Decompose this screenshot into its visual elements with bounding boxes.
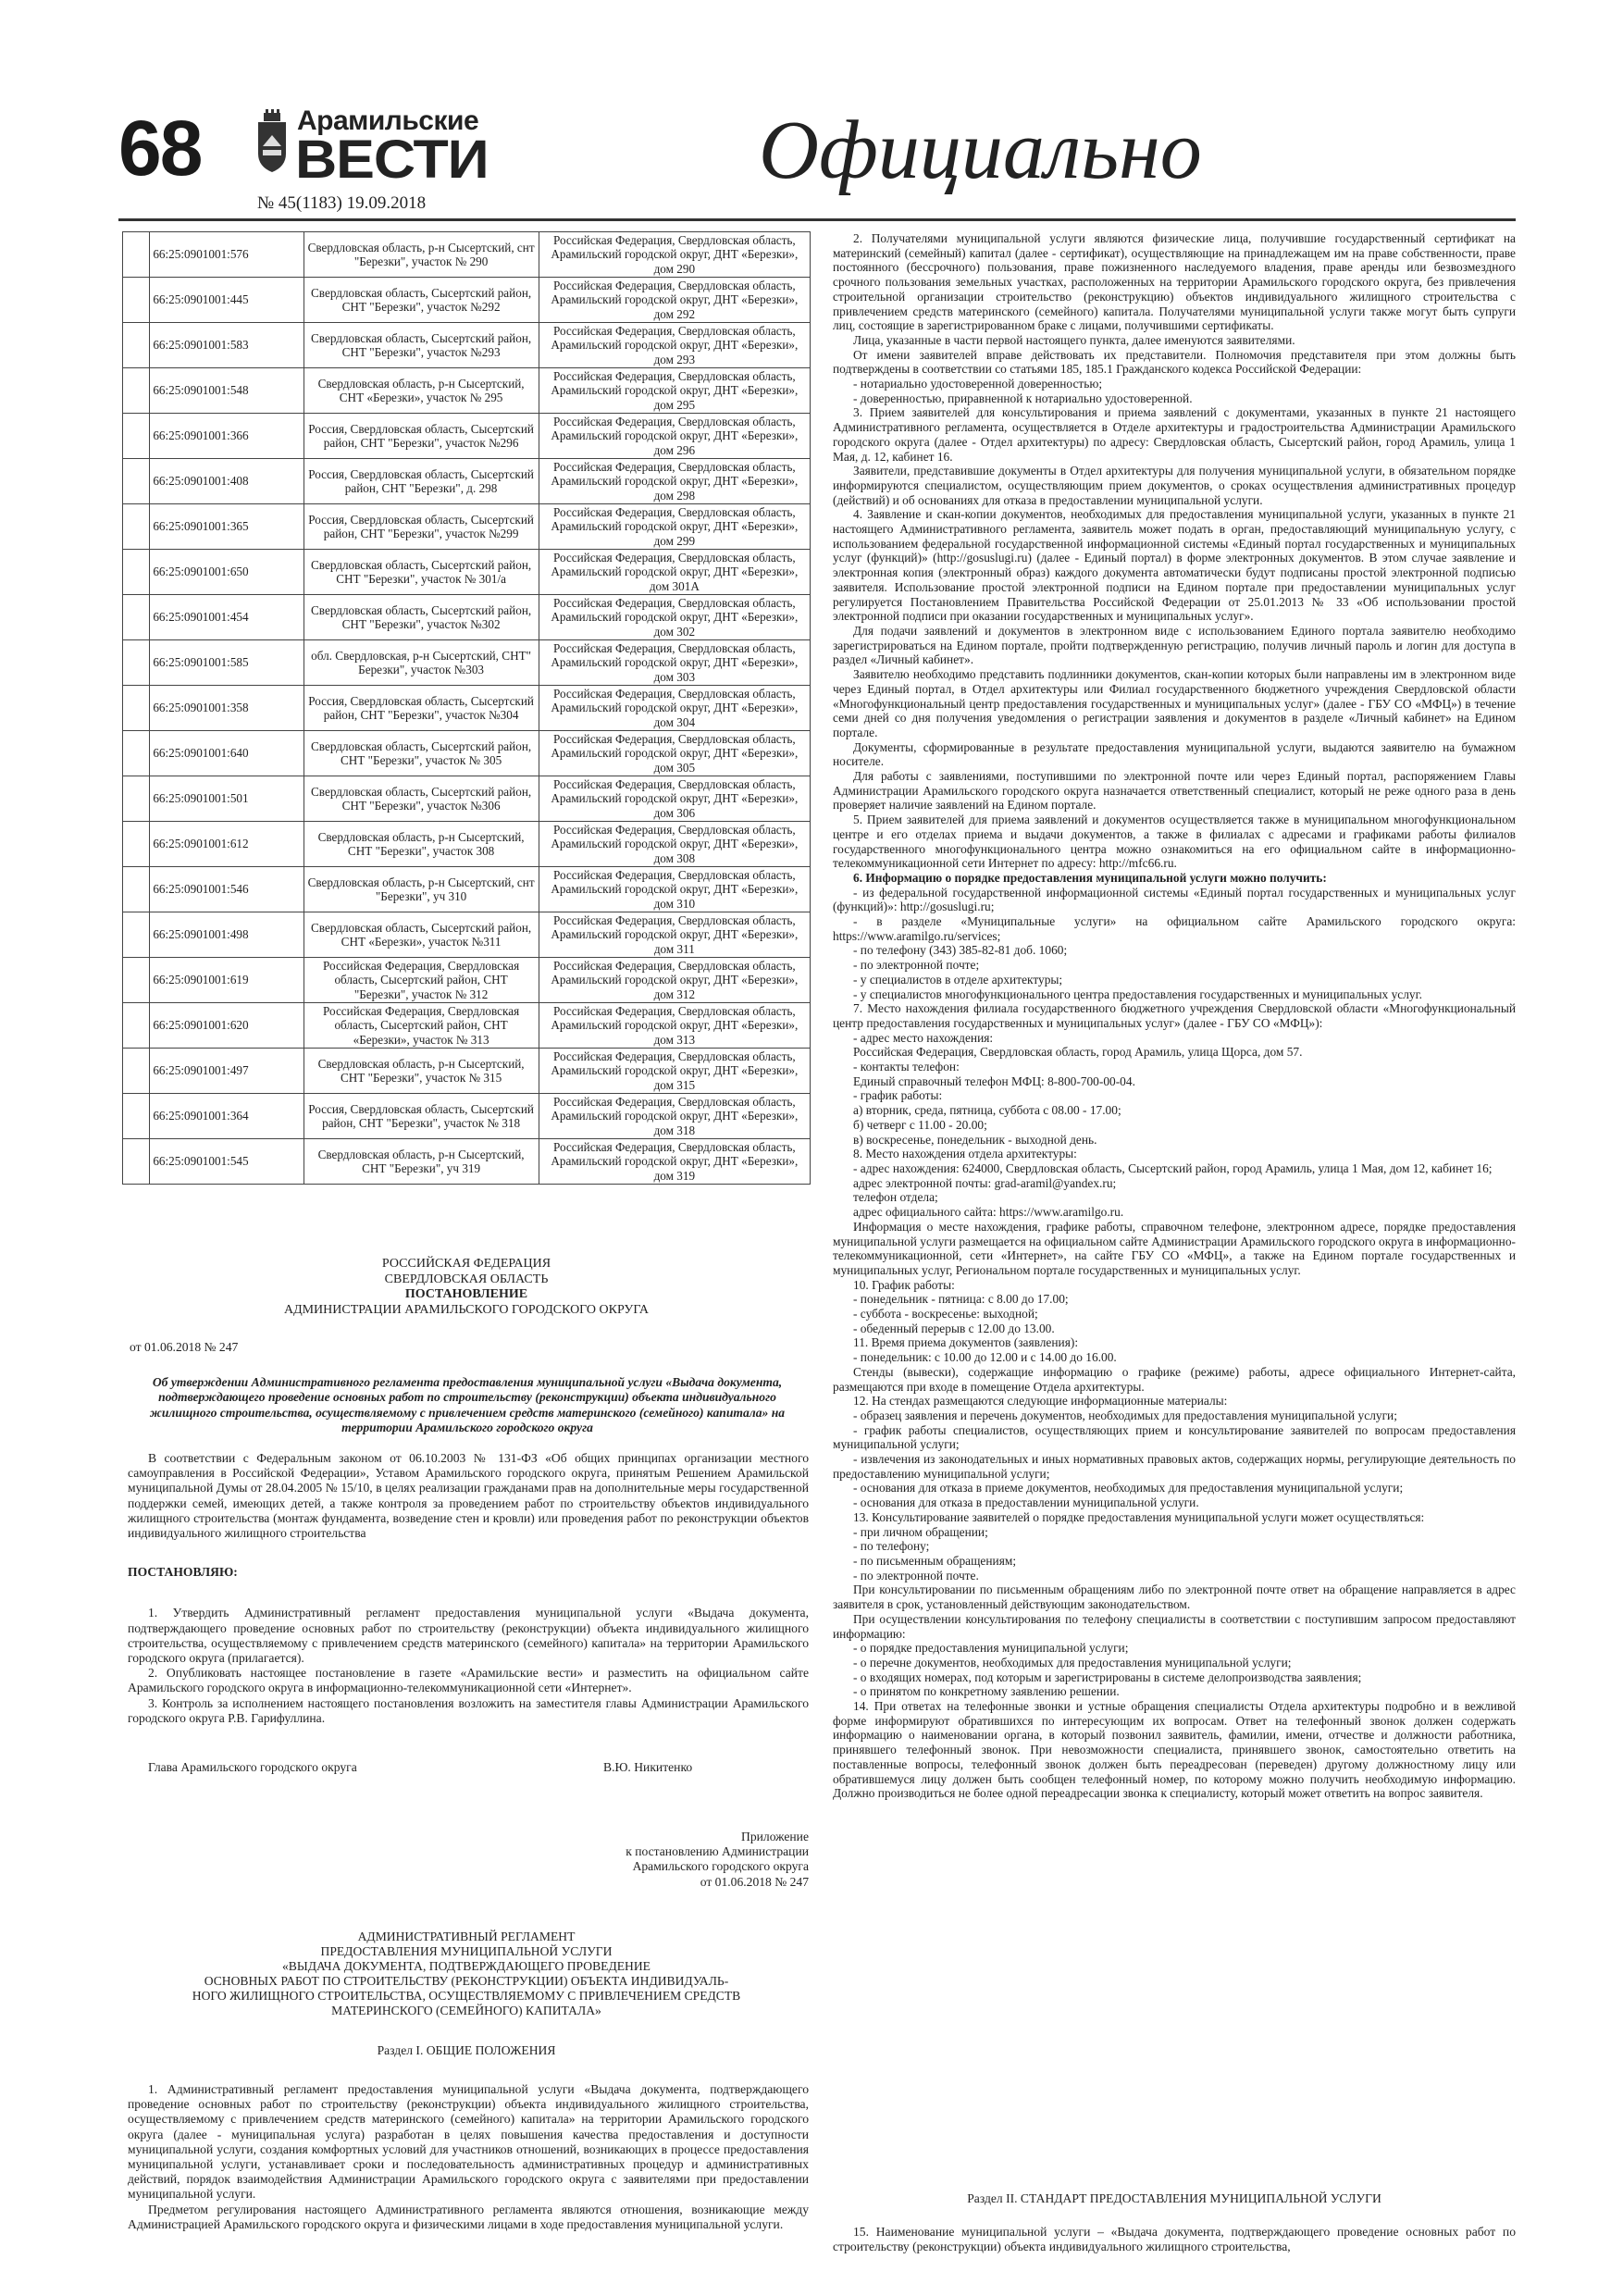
- table-row: [123, 323, 811, 368]
- newspaper-logo: [254, 105, 489, 190]
- address-cell: Российская Федерация, Свердловская область, Арамильский городской округ, ДНТ «Березки», дом 311: [539, 912, 810, 958]
- row-spacer: [123, 1094, 150, 1139]
- right-paragraph: - суббота - воскресенье: выходной;: [853, 1307, 1038, 1322]
- location-cell: обл. Свердловская, р-н Сысертский, СНТ" Березки", участок №303: [304, 640, 539, 686]
- address-cell: Российская Федерация, Свердловская область, Арамильский городской округ, ДНТ «Березки», дом 313: [539, 1003, 810, 1049]
- cadastral-number-cell: 66:25:0901001:545: [150, 1139, 304, 1185]
- table-row: [123, 640, 811, 686]
- table-row: [123, 686, 811, 731]
- decree-title: Об утверждении Административного регламента предоставления муниципальной услуги «Выдача документа, подтверждающего проведение основных работ по строительству (реконструкции) объекта индивидуального жилищного строительства, осуществляемому с привлечением средств материнского (семейного) капитала» на территории Арамильского городского округа: [149, 1375, 786, 1435]
- paragraph-15: 15. Наименование муниципальной услуги – «Выдача документа, подтверждающего проведение основных работ по строительству (реконструкции) объекта индивидуального жилищного строительства,: [833, 2225, 1516, 2254]
- regulation-title-line: АДМИНИСТРАТИВНЫЙ РЕГЛАМЕНТ: [357, 1930, 576, 1943]
- row-spacer: [123, 414, 150, 459]
- page-number: 68: [118, 105, 202, 192]
- table-row: [123, 958, 811, 1003]
- right-paragraph: - понедельник - пятница: с 8.00 до 17.00;: [853, 1292, 1069, 1307]
- right-paragraph: 8. Место нахождения отдела архитектуры:: [853, 1147, 1077, 1161]
- right-paragraph: - график работы:: [853, 1088, 943, 1103]
- table-row: [123, 1139, 811, 1185]
- org-line-3: АДМИНИСТРАЦИИ АРАМИЛЬСКОГО ГОРОДСКОГО ОКРУГА: [283, 1302, 650, 1317]
- cadastral-number-cell: 66:25:0901001:650: [150, 550, 304, 595]
- parcels-table: [122, 231, 811, 1185]
- row-spacer: [123, 686, 150, 731]
- table-row: [123, 278, 811, 323]
- right-paragraph: - адрес нахождения: 624000, Свердловская область, Сысертский район, город Арамиль, улица 1 Мая, дом 12, кабинет 16;: [853, 1161, 1493, 1175]
- cadastral-number-cell: 66:25:0901001:498: [150, 912, 304, 958]
- row-spacer: [123, 731, 150, 776]
- location-cell: Россия, Свердловская область, Сысертский район, СНТ "Березки", участок №299: [304, 504, 539, 550]
- right-paragraph: в) воскресенье, понедельник - выходной день.: [853, 1132, 1097, 1147]
- right-paragraph: Лица, указанные в части первой настоящего пункта, далее именуются заявителями.: [853, 332, 1295, 347]
- table-row: [123, 731, 811, 776]
- location-cell: Свердловская область, р-н Сысертский, СНТ "Березки", участок 308: [304, 822, 539, 867]
- row-spacer: [123, 912, 150, 958]
- row-spacer: [123, 776, 150, 822]
- right-paragraph: 12. На стендах размещаются следующие информационные материалы:: [853, 1394, 1228, 1409]
- right-paragraph: - у специалистов в отделе архитектуры;: [853, 972, 1063, 987]
- location-cell: Свердловская область, Сысертский район, СНТ "Березки", участок №302: [304, 595, 539, 640]
- location-cell: Россия, Свердловская область, Сысертский район, СНТ "Березки", участок №296: [304, 414, 539, 459]
- address-cell: Российская Федерация, Свердловская область, Арамильский городской округ, ДНТ «Березки», дом 308: [539, 822, 810, 867]
- right-paragraph: - по электронной почте;: [853, 958, 980, 973]
- logo-subtitle: Арамильские: [297, 105, 479, 136]
- row-spacer: [123, 459, 150, 504]
- section-title: Официально: [759, 105, 1202, 196]
- right-paragraph: - по телефону (343) 385-82-81 доб. 1060;: [853, 943, 1068, 958]
- header-rule: [118, 218, 1516, 221]
- logo-title: ВЕСТИ: [295, 130, 489, 190]
- right-paragraph: 7. Место нахождения филиала государственного бюджетного учреждения Свердловской области «Многофункциональный центр предоставления государственных и муниципальных услуг» (далее - ГБУ СО «МФЦ»):: [833, 1001, 1516, 1030]
- cadastral-number-cell: 66:25:0901001:497: [150, 1049, 304, 1094]
- right-paragraph: - доверенностью, приравненной к нотариально удостоверенной.: [853, 391, 1193, 405]
- cadastral-number-cell: 66:25:0901001:576: [150, 232, 304, 278]
- regulation-title-line: ПРЕДОСТАВЛЕНИЯ МУНИЦИПАЛЬНОЙ УСЛУГИ: [320, 1944, 613, 1958]
- address-cell: Российская Федерация, Свердловская область, Арамильский городской округ, ДНТ «Березки», дом 319: [539, 1139, 810, 1185]
- address-cell: Российская Федерация, Свердловская область, Арамильский городской округ, ДНТ «Березки», дом 303: [539, 640, 810, 686]
- right-paragraph: - по телефону;: [853, 1539, 930, 1554]
- location-cell: Свердловская область, Сысертский район, СНТ "Березки", участок №293: [304, 323, 539, 368]
- row-spacer: [123, 278, 150, 323]
- table-row: [123, 550, 811, 595]
- cadastral-number-cell: 66:25:0901001:546: [150, 867, 304, 912]
- right-paragraph: - основания для отказа в приеме документов, необходимых для предоставления муниципальной услуги;: [853, 1481, 1404, 1496]
- right-paragraph: 3. Прием заявителей для консультирования и приема заявлений с документами, указанных в пункте 21 настоящего Административного регламента, осуществляется в Отделе архитектуры и градостроительства Администрации Арамильского городского округа (далее - Отдел архитектуры) по адресу: Свердловская область, Сысертский район, город Арамиль, улица 1 Мая, д. 12, кабинет 16.: [833, 405, 1516, 464]
- location-cell: Российская Федерация, Свердловская область, Сысертский район, СНТ "Березки", участок № 312: [304, 958, 539, 1003]
- address-cell: Российская Федерация, Свердловская область, Арамильский городской округ, ДНТ «Березки», дом 295: [539, 368, 810, 414]
- address-cell: Российская Федерация, Свердловская область, Арамильский городской округ, ДНТ «Березки», дом 318: [539, 1094, 810, 1139]
- row-spacer: [123, 232, 150, 278]
- address-cell: Российская Федерация, Свердловская область, Арамильский городской округ, ДНТ «Березки», дом 302: [539, 595, 810, 640]
- row-spacer: [123, 550, 150, 595]
- row-spacer: [123, 867, 150, 912]
- right-paragraph: 10. График работы:: [853, 1277, 955, 1292]
- address-cell: Российская Федерация, Свердловская область, Арамильский городской округ, ДНТ «Березки», дом 290: [539, 232, 810, 278]
- right-bottom: [833, 2225, 1516, 2254]
- signer-role: Глава Арамильского городского округа: [148, 1760, 357, 1774]
- right-paragraph: 14. При ответах на телефонные звонки и устные обращения специалисты Отдела архитектуры подробно и в вежливой форме информируют обратившихся по интересующим их вопросам. Ответ на телефонный звонок должен содержать информацию о наименовании органа, в который позвонил заявитель, фамилии, имени, отчестве и должности работника, принявшего телефонный звонок. При невозможности специалиста, принявшего звонок, самостоятельно ответить на поставленные вопросы, телефонный звонок должен быть переадресован (переведен) другому должностному лицу или обратившемуся лицу должен быть сообщен телефонный номер, по которому можно получить необходимую информацию. Должно производиться не более одной переадресации звонка к специалисту, который может ответить на вопрос заявителя.: [833, 1699, 1516, 1801]
- section-1-paragraph: 1. Административный регламент предоставления муниципальной услуги «Выдача документа, подтверждающего проведение основных работ по строительству (реконструкции) объекта индивидуального жилищного строительства, осуществляемому с привлечением средств материнского (семейного) капитала» на территории Арамильского городского округа (далее - муниципальная услуга) разработан в целях повышения качества предоставления и доступности муниципальной услуги, создания комфортных условий для участников отношений, возникающих в процессе предоставления муниципальной услуги, устанавливает сроки и последовательность административных процедур и административных действий, порядок взаимодействия Администрации Арамильского городского округа с заявителями при предоставлении муниципальной услуги.: [128, 2082, 809, 2202]
- right-paragraph: - о порядке предоставления муниципальной услуги;: [853, 1641, 1129, 1656]
- address-cell: Российская Федерация, Свердловская область, Арамильский городской округ, ДНТ «Березки», дом 310: [539, 867, 810, 912]
- left-body-2: [128, 2082, 809, 2232]
- right-paragraph: - обеденный перерыв с 12.00 до 13.00.: [853, 1321, 1055, 1335]
- preamble: В соответствии с Федеральным законом от 06.10.2003 № 131-ФЗ «Об общих принципах организации местного самоуправления в Российской Федерации», Уставом Арамильского городского округа, принятым Решением Арамильской муниципальной Думы от 28.04.2005 № 15/10, в целях реализации гражданами прав на дополнительные меры государственной поддержки семей, имеющих детей, а также контроля за проведением работ по строительству объектов индивидуального жилищного строительства (монтаж фундамента, возведение стен и кровли) или проведения работ по реконструкции объектов индивидуального жилищного строительства: [128, 1451, 809, 1541]
- regulation-title: [122, 1930, 811, 2018]
- right-paragraph: - по электронной почте.: [853, 1568, 979, 1582]
- address-cell: Российская Федерация, Свердловская область, Арамильский городской округ, ДНТ «Березки», дом 304: [539, 686, 810, 731]
- right-paragraph: адрес электронной почты: grad-aramil@yandex.ru;: [853, 1175, 1117, 1190]
- row-spacer: [123, 595, 150, 640]
- decree-heading: [122, 1257, 811, 1318]
- right-paragraph: При осуществлении консультирования по телефону специалисты в соответствии с поступившим запросом предоставляют информацию:: [833, 1611, 1516, 1641]
- cadastral-number-cell: 66:25:0901001:640: [150, 731, 304, 776]
- right-paragraph: 11. Время приема документов (заявления):: [853, 1335, 1079, 1350]
- row-spacer: [123, 1003, 150, 1049]
- location-cell: Россия, Свердловская область, Сысертский район, СНТ "Березки", участок №304: [304, 686, 539, 731]
- row-spacer: [123, 1049, 150, 1094]
- cadastral-number-cell: 66:25:0901001:620: [150, 1003, 304, 1049]
- left-body-1: [128, 1451, 809, 1726]
- right-paragraph: - извлечения из законодательных и иных нормативных правовых актов, содержащих нормы, регулирующие деятельность по предоставлению муниципальной услуги;: [833, 1452, 1516, 1481]
- signer-name: В.Ю. Никитенко: [603, 1760, 693, 1774]
- item-1: 1. Утвердить Административный регламент предоставления муниципальной услуги «Выдача документа, подтверждающего проведение основных работ по строительству (реконструкции) объекта индивидуального жилищного строительства, осуществляемому с привлечением средств материнского (семейного) капитала» на территории Арамильского городского округа (прилагается).: [128, 1606, 809, 1666]
- cadastral-number-cell: 66:25:0901001:583: [150, 323, 304, 368]
- right-paragraph: - о входящих номерах, под которым и зарегистрированы в системе делопроизводства заявления;: [853, 1669, 1362, 1684]
- annex-line: к постановлению Администрации: [626, 1844, 809, 1859]
- cadastral-number-cell: 66:25:0901001:365: [150, 504, 304, 550]
- right-paragraph: 6. Информацию о порядке предоставления муниципальной услуги можно получить:: [853, 870, 1327, 885]
- right-paragraph: Документы, сформированные в результате предоставления муниципальной услуги, выдаются заявителю на бумажном носителе.: [833, 739, 1516, 769]
- location-cell: Свердловская область, Сысертский район, СНТ "Березки", участок № 301/а: [304, 550, 539, 595]
- row-spacer: [123, 1139, 150, 1185]
- right-paragraph: - нотариально удостоверенной доверенностью;: [853, 377, 1103, 391]
- regulation-title-line: «ВЫДАЧА ДОКУМЕНТА, ПОДТВЕРЖДАЮЩЕГО ПРОВЕДЕНИЕ: [282, 1959, 650, 1973]
- right-paragraph: - о принятом по конкретному заявлению решении.: [853, 1684, 1120, 1699]
- address-cell: Российская Федерация, Свердловская область, Арамильский городской округ, ДНТ «Березки», дом 301А: [539, 550, 810, 595]
- table-row: [123, 595, 811, 640]
- location-cell: Свердловская область, р-н Сысертский, снт "Березки", уч 310: [304, 867, 539, 912]
- location-cell: Свердловская область, р-н Сысертский, СНТ "Березки", участок № 315: [304, 1049, 539, 1094]
- address-cell: Российская Федерация, Свердловская область, Арамильский городской округ, ДНТ «Березки», дом 298: [539, 459, 810, 504]
- location-cell: Свердловская область, р-н Сысертский, снт "Березки", участок № 290: [304, 232, 539, 278]
- row-spacer: [123, 504, 150, 550]
- table-row: [123, 232, 811, 278]
- cadastral-number-cell: 66:25:0901001:612: [150, 822, 304, 867]
- table-row: [123, 414, 811, 459]
- right-paragraph: - о перечне документов, необходимых для предоставления муниципальной услуги;: [853, 1655, 1292, 1669]
- right-paragraph: 5. Прием заявителей для приема заявлений и документов осуществляется также в муниципальном многофункциональном центре и его отделах приема и выдачи документов, а также в филиалах с адресами и графиками работы филиалов государственного многофункционального центра можно ознакомиться на его официальном сайте в информационно-телекоммуникационной сети Интернет по адресу: http://mfc66.ru.: [833, 813, 1516, 871]
- location-cell: Свердловская область, Сысертский район, СНТ "Березки", участок №292: [304, 278, 539, 323]
- table-row: [123, 1049, 811, 1094]
- cadastral-number-cell: 66:25:0901001:366: [150, 414, 304, 459]
- address-cell: Российская Федерация, Свердловская область, Арамильский городской округ, ДНТ «Березки», дом 293: [539, 323, 810, 368]
- location-cell: Российская Федерация, Свердловская область, Сысертский район, СНТ «Березки», участок № 313: [304, 1003, 539, 1049]
- regulation-title-line: МАТЕРИНСКОГО (СЕМЕЙНОГО) КАПИТАЛА»: [331, 2004, 601, 2017]
- right-paragraph: Единый справочный телефон МФЦ: 8-800-700-00-04.: [853, 1074, 1135, 1088]
- right-paragraph: - у специалистов многофункционального центра предоставления государственных и муниципальных услуг.: [853, 987, 1422, 1001]
- row-spacer: [123, 822, 150, 867]
- address-cell: Российская Федерация, Свердловская область, Арамильский городской округ, ДНТ «Березки», дом 315: [539, 1049, 810, 1094]
- cadastral-number-cell: 66:25:0901001:408: [150, 459, 304, 504]
- address-cell: Российская Федерация, Свердловская область, Арамильский городской округ, ДНТ «Березки», дом 312: [539, 958, 810, 1003]
- table-row: [123, 504, 811, 550]
- row-spacer: [123, 958, 150, 1003]
- row-spacer: [123, 640, 150, 686]
- right-paragraph: Для подачи заявлений и документов в электронном виде с использованием Единого портала заявителю необходимо зарегистрироваться на Едином портале, пройти подтвержденную регистрацию, получив личный пароль и логин для доступа в раздел «Личный кабинет».: [833, 623, 1516, 667]
- location-cell: Свердловская область, р-н Сысертский, СНТ "Березки", уч 319: [304, 1139, 539, 1185]
- doc-type: ПОСТАНОВЛЕНИЕ: [404, 1287, 528, 1301]
- annex-block: [626, 1830, 809, 1890]
- right-paragraph: При консультировании по письменным обращениям либо по электронной почте ответ на обращение направляется в адрес заявителя в срок, установленный действующим законодательством.: [833, 1582, 1516, 1612]
- org-line-2: СВЕРДЛОВСКАЯ ОБЛАСТЬ: [384, 1272, 549, 1286]
- table-row: [123, 1094, 811, 1139]
- right-paragraph: - контакты телефон:: [853, 1060, 960, 1074]
- table-row: [123, 822, 811, 867]
- address-cell: Российская Федерация, Свердловская область, Арамильский городской округ, ДНТ «Березки», дом 299: [539, 504, 810, 550]
- right-paragraph: - по письменным обращениям;: [853, 1553, 1017, 1568]
- coat-of-arms-icon: [254, 109, 290, 174]
- right-paragraph: Информация о месте нахождения, графике работы, справочном телефоне, электронном адресе, порядке предоставления муниципальной услуги размещается на официальном сайте Администрации Арамильского городского округа в информационно-телекоммуникационной, сети «Интернет», на сайте ГБУ СО «МФЦ», а также на Едином портале государственных и муниципальных услуг, Региональном портале государственных и муниципальных услуг.: [833, 1219, 1516, 1277]
- org-line-1: РОССИЙСКАЯ ФЕДЕРАЦИЯ: [381, 1257, 551, 1271]
- row-spacer: [123, 323, 150, 368]
- right-paragraph: - понедельник: с 10.00 до 12.00 и с 14.00 до 16.00.: [853, 1350, 1117, 1365]
- location-cell: Россия, Свердловская область, Сысертский район, СНТ "Березки", участок № 318: [304, 1094, 539, 1139]
- right-column: [833, 231, 1516, 1801]
- right-paragraph: - при личном обращении;: [853, 1524, 988, 1539]
- table-row: [123, 912, 811, 958]
- cadastral-number-cell: 66:25:0901001:445: [150, 278, 304, 323]
- right-paragraph: Стенды (вывески), содержащие информацию о графике (режиме) работы, адресе официального Интернет-сайта, размещаются при входе в помещение Отдела архитектуры.: [833, 1364, 1516, 1394]
- right-paragraph: 4. Заявление и скан-копии документов, необходимых для предоставления муниципальной услуги, указанных в пункте 21 настоящего Административного регламента, заявитель может подать в орган, предоставляющий муниципальную услугу, с использованием федеральной государственной информационной системы «Единый портал государственных и муниципальных услуг (функций)» (http://gosuslugi.ru) (далее - Единый портал) в форме электронных документов. В этом случае заявление и электронная копия (электронный образ) каждого документа автоматически будут подписаны простой электронной подписью заявителя. Использование простой электронной подписи на Едином портале при предоставлении муниципальных услуг регулируется Постановлением Правительства Российской Федерации от 25.01.2013 № 33 «Об использовании простой электронной подписи при оказании государственных и муниципальных услуг».: [833, 507, 1516, 624]
- row-spacer: [123, 368, 150, 414]
- location-cell: Россия, Свердловская область, Сысертский район, СНТ "Березки", д. 298: [304, 459, 539, 504]
- cadastral-number-cell: 66:25:0901001:364: [150, 1094, 304, 1139]
- cadastral-number-cell: 66:25:0901001:548: [150, 368, 304, 414]
- cadastral-number-cell: 66:25:0901001:619: [150, 958, 304, 1003]
- address-cell: Российская Федерация, Свердловская область, Арамильский городской округ, ДНТ «Березки», дом 296: [539, 414, 810, 459]
- issue-number: № 45(1183) 19.09.2018: [257, 193, 427, 213]
- cadastral-number-cell: 66:25:0901001:454: [150, 595, 304, 640]
- cadastral-number-cell: 66:25:0901001:585: [150, 640, 304, 686]
- cadastral-number-cell: 66:25:0901001:358: [150, 686, 304, 731]
- right-paragraph: адрес официального сайта: https://www.aramilgo.ru.: [853, 1205, 1124, 1220]
- right-paragraph: Заявителю необходимо представить подлинники документов, скан-копии которых были направлены им в электронном виде через Единый портал, в Отдел архитектуры или Филиал государственного бюджетного учреждения Свердловской области «Многофункциональный центр предоставления государственных и муниципальных услуг» (далее - ГБУ СО «МФЦ») в течение семи дней со дня получения уведомления о регистрации заявления и документов в разделе «Личный кабинет» на Едином портале.: [833, 667, 1516, 739]
- table-row: [123, 368, 811, 414]
- right-paragraph: 13. Консультирование заявителей о порядке предоставления муниципальной услуги может осуществляться:: [853, 1509, 1425, 1524]
- right-paragraph: а) вторник, среда, пятница, суббота с 08.00 - 17.00;: [853, 1103, 1121, 1118]
- right-paragraph: Заявители, представившие документы в Отдел архитектуры для получения муниципальной услуги, в обязательном порядке информируются специалистом, осуществляющим прием документов, о сроках осуществления административных процедур (действий) и об основаниях для отказа в предоставлении муниципальной услуги.: [833, 464, 1516, 507]
- section-1-paragraph: Предметом регулирования настоящего Административного регламента являются отношения, возникающие между Администрацией Арамильского городского округа и физическими лицами в ходе предоставления муниципальной услуги.: [128, 2202, 809, 2231]
- table-row: [123, 459, 811, 504]
- location-cell: Свердловская область, Сысертский район, СНТ "Березки", участок № 305: [304, 731, 539, 776]
- cadastral-number-cell: 66:25:0901001:501: [150, 776, 304, 822]
- resolve-heading: ПОСТАНОВЛЯЮ:: [128, 1565, 238, 1580]
- right-paragraph: - основания для отказа в предоставлении муниципальной услуги.: [853, 1496, 1199, 1510]
- table-row: [123, 867, 811, 912]
- annex-line: от 01.06.2018 № 247: [700, 1874, 809, 1889]
- table-row: [123, 776, 811, 822]
- location-cell: Свердловская область, р-н Сысертский, СНТ «Березки», участок № 295: [304, 368, 539, 414]
- regulation-title-line: ОСНОВНЫХ РАБОТ ПО СТРОИТЕЛЬСТВУ (РЕКОНСТРУКЦИИ) ОБЪЕКТА ИНДИВИДУАЛЬ-: [204, 1974, 729, 1988]
- decree-date: от 01.06.2018 № 247: [130, 1340, 239, 1354]
- right-paragraph: телефон отдела;: [853, 1190, 938, 1205]
- right-paragraph: Российская Федерация, Свердловская область, город Арамиль, улица Щорса, дом 57.: [853, 1045, 1303, 1060]
- section-2-heading: Раздел II. СТАНДАРТ ПРЕДОСТАВЛЕНИЯ МУНИЦИПАЛЬНОЙ УСЛУГИ: [967, 2191, 1381, 2205]
- section-1-heading: Раздел I. ОБЩИЕ ПОЛОЖЕНИЯ: [377, 2043, 556, 2057]
- annex-line: Приложение: [741, 1830, 809, 1843]
- item-3: 3. Контроль за исполнением настоящего постановления возложить на заместителя главы Администрации Арамильского городского округа Р.В. Гарифуллина.: [128, 1695, 809, 1725]
- right-paragraph: - в разделе «Муниципальные услуги» на официальном сайте Арамильского городского округа: https://www.aramilgo.ru/services;: [833, 914, 1516, 943]
- table-row: [123, 1003, 811, 1049]
- right-paragraph: б) четверг с 11.00 - 20.00;: [853, 1117, 987, 1132]
- right-paragraph: - образец заявления и перечень документов, необходимых для предоставления муниципальной услуги;: [853, 1408, 1397, 1422]
- location-cell: Свердловская область, Сысертский район, СНТ «Березки», участок №311: [304, 912, 539, 958]
- regulation-title-line: НОГО ЖИЛИЩНОГО СТРОИТЕЛЬСТВА, ОСУЩЕСТВЛЯЕМОМУ С ПРИВЛЕЧЕНИЕМ СРЕДСТВ: [192, 1989, 741, 2003]
- right-paragraph: От имени заявителей вправе действовать их представители. Полномочия представителя при этом должны быть подтверждены в соответствии со статьями 185, 185.1 Гражданского кодекса Российской Федерации:: [833, 347, 1516, 377]
- address-cell: Российская Федерация, Свердловская область, Арамильский городской округ, ДНТ «Березки», дом 292: [539, 278, 810, 323]
- right-paragraph: Для работы с заявлениями, поступившими по электронной почте или через Единый портал, распоряжением Главы Администрации Арамильского городского округа назначается ответственный специалист, который не реже одного раза в день проверяет наличие заявлений на Едином портале.: [833, 769, 1516, 813]
- right-paragraph: 2. Получателями муниципальной услуги являются физические лица, получившие государственный сертификат на материнский (семейный) капитал (далее - сертификат), осуществляющие на принадлежащем им на праве собственности, праве постоянного (бессрочного) пользования, праве пожизненного наследуемого владения, праве аренды или безвозмездного срочного пользования земельных участках, расположенных на территории Арамильского городского округа, без привлечения строительной организации строительство (реконструкцию) объектов индивидуального жилищного строительства с привлечением средств материнского (семейного) капитала. Получателями муниципальной услуги также могут быть супруги лиц, состоящие в зарегистрированном браке с лицами, получившими сертификаты.: [833, 231, 1516, 333]
- right-paragraph: - из федеральной государственной информационной системы «Единый портал государственных и муниципальных услуг (функций)»: http://gosuslugi.ru;: [833, 885, 1516, 914]
- right-paragraph: - график работы специалистов, осуществляющих прием и консультирование заявителей по вопросам предоставления муниципальной услуги;: [833, 1422, 1516, 1452]
- address-cell: Российская Федерация, Свердловская область, Арамильский городской округ, ДНТ «Березки», дом 306: [539, 776, 810, 822]
- address-cell: Российская Федерация, Свердловская область, Арамильский городской округ, ДНТ «Березки», дом 305: [539, 731, 810, 776]
- right-paragraph: - адрес место нахождения:: [853, 1030, 994, 1045]
- item-2: 2. Опубликовать настоящее постановление в газете «Арамильские вести» и разместить на официальном сайте Арамильского городского округа в информационно-телекоммуникационной сети «Интернет».: [128, 1666, 809, 1695]
- location-cell: Свердловская область, Сысертский район, СНТ "Березки", участок №306: [304, 776, 539, 822]
- annex-line: Арамильского городского округа: [632, 1859, 809, 1874]
